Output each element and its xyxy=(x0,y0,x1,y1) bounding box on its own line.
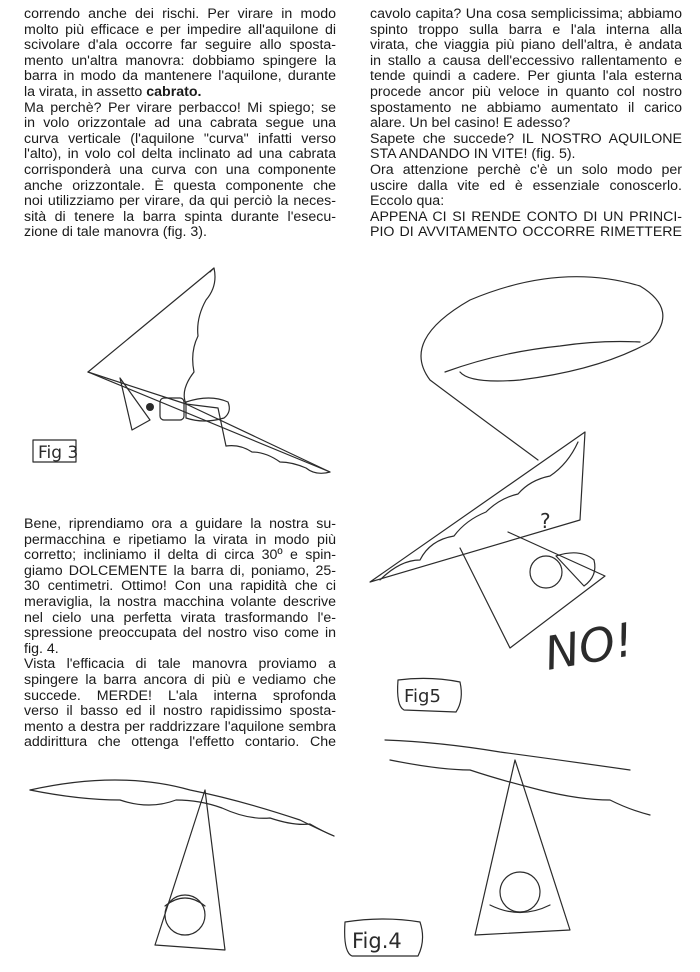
text-line: permacchina e ripetiamo la virata in modo più xyxy=(24,531,336,548)
text-line: noi utilizziamo per virare, da qui perciò la neces- xyxy=(24,193,336,210)
glider-trailing xyxy=(186,404,226,446)
figure-5-drawing xyxy=(370,277,663,648)
text-line: molto più efficace e per impedire all'aquilone di xyxy=(24,21,336,38)
control-triangle-left xyxy=(155,790,225,950)
pilot-body xyxy=(186,398,229,421)
glider-wing-bottom xyxy=(88,372,330,473)
text-line: sità di tenere la barra spinta durante l'esecu- xyxy=(24,208,336,225)
text-line: mento un'altra manovra: dobbiamo spingere la xyxy=(24,52,336,69)
bold-word: cabrato. xyxy=(146,83,202,100)
wing-scallops-left xyxy=(30,790,334,836)
figure-5-label xyxy=(398,678,462,712)
control-triangle-right xyxy=(475,760,570,935)
text-line: PIO DI AVVITAMENTO OCCORRE RIMETTERE xyxy=(370,224,682,241)
figure-5-no xyxy=(541,612,638,681)
text-line: Sapete che succede? IL NOSTRO AQUILONE xyxy=(370,130,682,147)
spin-trail-2 xyxy=(445,342,640,373)
text-line: correndo anche dei rischi. Per virare in modo xyxy=(24,6,336,22)
text-line: giamo DOLCEMENTE la barra di, poniamo, 25- xyxy=(24,562,336,579)
text-line: verso il basso ed il nostro rapidissimo sposta- xyxy=(24,703,336,720)
glider-wing-top xyxy=(88,268,215,404)
figure-3-drawing xyxy=(88,268,330,473)
text-line: curva verticale (l'aquilone "curva" infatti verso xyxy=(24,130,336,147)
text-line: anche orizzontale. È questa componente che xyxy=(24,177,336,194)
text-line: barra in modo da mantenere l'aquilone, durante xyxy=(24,68,336,85)
text-line: fig. 4. xyxy=(24,640,59,657)
text-line: nel cielo una perfetta virata trasformando l'e- xyxy=(24,609,336,626)
figure-4-left-drawing xyxy=(30,780,334,950)
text-line: l'alto), in volo col delta inclinato ad una cabrata xyxy=(24,146,336,163)
fig4-label-text: Fig.4 xyxy=(352,929,402,953)
text-line: corrisponderà una curva con una componente xyxy=(24,161,336,178)
text-line: Bene, riprendiamo ora a guidare la nostra su- xyxy=(24,516,336,532)
figure-4-right-drawing xyxy=(385,740,650,935)
figure-4-label xyxy=(345,919,423,956)
wing-scallops-right xyxy=(390,760,650,815)
text-line: spressione preoccupata del nostro viso come in xyxy=(24,625,336,642)
pilot-head-left xyxy=(165,895,205,935)
text-line: spinto troppo sulla barra e l'ala interna alla xyxy=(370,21,682,38)
text-line: STA ANDANDO IN VITE! (fig. 5). xyxy=(370,146,576,163)
text-line: in volo orizzontale ad una cabrata segue una xyxy=(24,115,336,132)
text-line: scivolare d'ala occorre far seguire allo sposta- xyxy=(24,37,336,54)
text-line: addirittura che ottenga l'effetto contario. Che xyxy=(24,734,336,751)
pilot-head xyxy=(160,398,184,420)
text-line: Vista l'efficacia di tale manovra proviamo a xyxy=(24,656,336,673)
text-line: tende quindi a cadere. Per giunta l'ala esterna xyxy=(370,68,682,85)
glider-wing-left xyxy=(30,780,334,836)
glider-keel xyxy=(88,268,330,472)
question-mark: ? xyxy=(540,509,551,533)
text-line: cavolo capita? Una cosa semplicissima; abbiamo xyxy=(370,6,682,22)
text-line: procede ancor più veloce in quanto col nostro xyxy=(370,83,682,100)
pilot-hand xyxy=(146,403,154,411)
figure-3-label xyxy=(33,440,78,463)
text-line: zione di tale manovra (fig. 3). xyxy=(24,224,207,241)
text-line: spingere la barra ancora di più e vediamo che xyxy=(24,671,336,688)
glider-wing-spin xyxy=(370,432,585,582)
text-line: alare. Un bel casino! E adesso? xyxy=(370,115,571,132)
text-line: mento a destra per raddrizzare l'aquilone sembra xyxy=(24,718,336,735)
text-fragment: la virata, in assetto xyxy=(24,83,143,100)
text-line: virata, che viaggia più piano dell'altra, è andata xyxy=(370,37,682,54)
fig5-label-text: Fig5 xyxy=(404,686,441,707)
text-line: succede. MERDE! L'ala interna sprofonda xyxy=(24,687,336,704)
control-bar xyxy=(120,378,150,430)
text-line: Ma perchè? Per virare perbacco! Mi spiego; se xyxy=(24,99,336,116)
text-line: Eccolo qua: xyxy=(370,193,445,210)
text-line: spostamento ne abbiamo aumentato il carico xyxy=(370,99,682,116)
text-line: APPENA CI SI RENDE CONTO DI UN PRINCI- xyxy=(370,208,682,225)
pilot-head-right xyxy=(500,872,540,912)
fig3-label-text: Fig 3 xyxy=(38,443,79,463)
pilot-helmet-left xyxy=(165,898,205,906)
text-line: 30 centimetri. Ottimo! Con una rapidità che ci xyxy=(24,578,336,595)
no-exclamation: NO! xyxy=(540,612,638,681)
text-line: uscire dalla vite ed è essenziale conoscerlo. xyxy=(370,177,682,194)
text-line: Ora attenzione perchè c'è un solo modo per xyxy=(370,161,682,178)
pilot-head-spin xyxy=(530,556,562,588)
text-line: in stallo a causa dell'eccessivo rallentamento e xyxy=(370,52,682,69)
text-line: corretto; incliniamo il delta di circa 30º e spin- xyxy=(24,547,336,564)
pilot-body-right xyxy=(490,905,550,913)
text-line: meraviglia, la nostra macchina volante descrive xyxy=(24,593,336,610)
